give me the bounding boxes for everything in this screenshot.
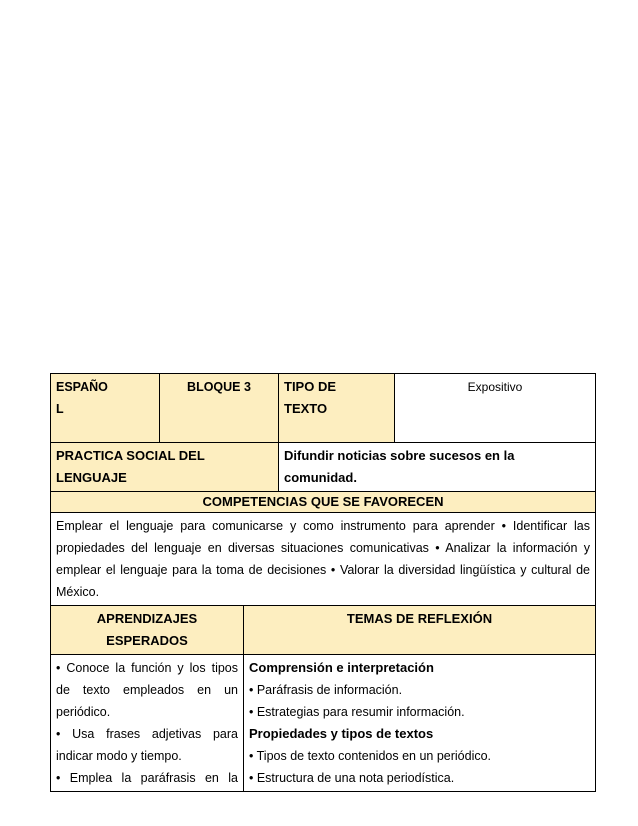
competencies-line: propiedades del lenguaje en diversas situaciones comunicativas • Analizar la información y xyxy=(56,541,590,555)
content-row xyxy=(51,655,596,792)
columns-header-row xyxy=(51,606,596,655)
reflection-heading: Comprensión e interpretación xyxy=(249,660,434,675)
social-practice-label-cell xyxy=(51,443,279,492)
learning-line: periódico. xyxy=(56,705,111,719)
social-practice-value: Difundir noticias sobre sucesos en la xyxy=(284,448,515,463)
learning-line: • Usa frases adjetivas para xyxy=(56,727,238,741)
subject-label: ESPAÑO xyxy=(56,380,108,394)
reflection-cell xyxy=(244,655,596,792)
reflection-item: • Paráfrasis de información. xyxy=(249,683,403,697)
learning-line: • Conoce la función y los tipos xyxy=(56,661,238,675)
learning-line: • Emplea la paráfrasis en la xyxy=(56,771,238,785)
text-type-value: Expositivo xyxy=(395,374,596,443)
text-type-label: TIPO DE xyxy=(284,379,337,394)
competencies-title-row xyxy=(51,492,596,513)
reflection-title: TEMAS DE REFLEXIÓN xyxy=(244,606,596,655)
planning-table xyxy=(50,373,596,792)
competencies-text xyxy=(51,513,596,606)
reflection-item: • Tipos de texto contenidos en un periódico. xyxy=(249,749,492,763)
competencies-row xyxy=(51,513,596,606)
reflection-item: • Estrategias para resumir información. xyxy=(249,705,465,719)
learning-line: indicar modo y tiempo. xyxy=(56,749,182,763)
competencies-title: COMPETENCIAS QUE SE FAVORECEN xyxy=(51,492,596,513)
learning-title-cell xyxy=(51,606,244,655)
text-type-label-cell xyxy=(279,374,395,443)
text-type-label-continued: TEXTO xyxy=(284,401,328,416)
learning-title-continued: ESPERADOS xyxy=(106,633,188,648)
competencies-line: Emplear el lenguaje para comunicarse y como instrumento para aprender • Identificar las xyxy=(56,519,590,533)
block-cell: BLOQUE 3 xyxy=(160,374,279,443)
learning-title: APRENDIZAJES xyxy=(96,611,198,626)
competencies-line: México. xyxy=(56,585,100,599)
subject-cell xyxy=(51,374,160,443)
subject-label-continued: L xyxy=(56,402,64,416)
learning-cell xyxy=(51,655,244,792)
social-practice-value-continued: comunidad. xyxy=(284,470,357,485)
reflection-item: • Estructura de una nota periodística. xyxy=(249,771,455,785)
social-practice-value-cell xyxy=(279,443,596,492)
competencies-line: emplear el lenguaje para la toma de decisiones • Valorar la diversidad lingüística y cultural de xyxy=(56,563,590,577)
social-practice-label-continued: LENGUAJE xyxy=(56,470,127,485)
social-practice-row xyxy=(51,443,596,492)
learning-line: de texto empleados en un xyxy=(56,683,238,697)
header-row xyxy=(51,374,596,443)
reflection-heading: Propiedades y tipos de textos xyxy=(249,726,434,741)
social-practice-label: PRACTICA SOCIAL DEL xyxy=(56,448,205,463)
